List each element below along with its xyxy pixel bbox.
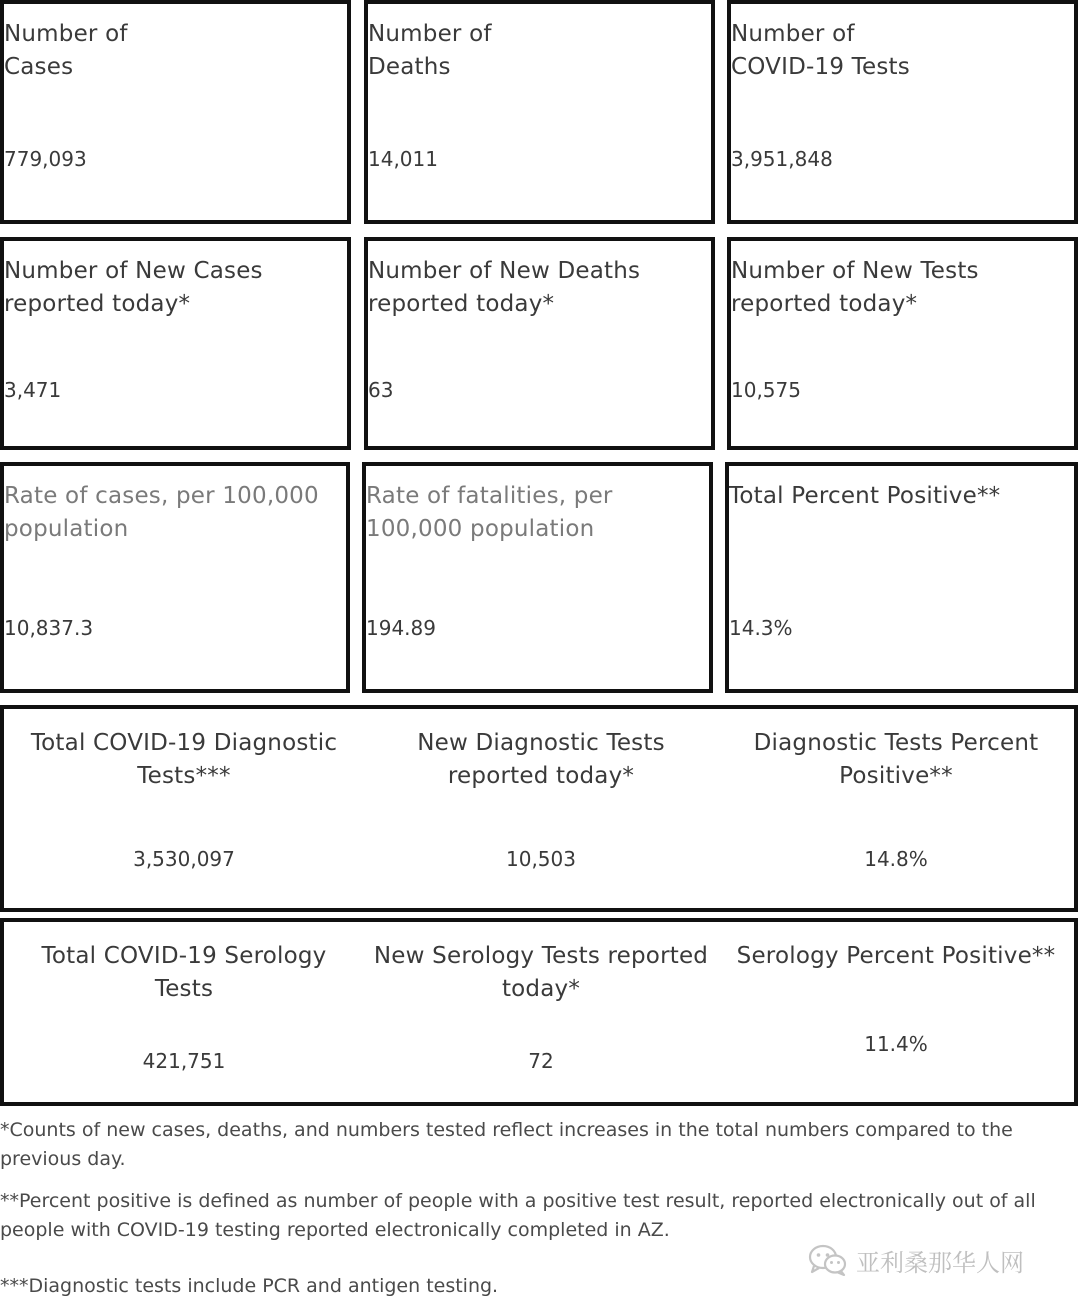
stat-value: 3,471 bbox=[4, 378, 62, 402]
stat-label: Total COVID-19 Serology Tests bbox=[41, 943, 327, 1002]
stat-label: Serology Percent Positive** bbox=[736, 943, 1056, 969]
stat-value: 194.89 bbox=[366, 616, 436, 640]
footnote-percent-positive: **Percent positive is defined as number of people with a positive test result, reported electronically out of all people with COVID-19 testing reported electronically completed in AZ. bbox=[0, 1190, 1036, 1241]
stat-box-new-tests bbox=[727, 237, 1078, 450]
stat-label: Total COVID-19 Diagnostic Tests*** bbox=[30, 730, 338, 789]
stat-box-deaths bbox=[364, 0, 715, 224]
stat-box-new-deaths bbox=[364, 237, 715, 450]
stat-label: Diagnostic Tests Percent Positive** bbox=[753, 730, 1039, 789]
stat-label: New Serology Tests reported today* bbox=[373, 943, 709, 1002]
stat-box-serology bbox=[0, 918, 1078, 1106]
stat-label: Rate of cases, per 100,000 population bbox=[4, 483, 319, 542]
watermark-text: 亚利桑那华人网 bbox=[856, 1248, 1024, 1277]
stat-value: 10,837.3 bbox=[4, 616, 94, 640]
stat-box-tests bbox=[727, 0, 1078, 224]
stat-label: Rate of fatalities, per 100,000 population bbox=[366, 483, 613, 542]
stat-label: New Diagnostic Tests reported today* bbox=[417, 730, 665, 789]
stat-value: 421,751 bbox=[142, 1049, 226, 1073]
stat-box-total-percent-positive bbox=[725, 462, 1078, 693]
diagnostic-percent-cell bbox=[716, 709, 1076, 909]
stat-value: 72 bbox=[528, 1049, 554, 1073]
stat-value: 3,530,097 bbox=[133, 847, 235, 871]
serology-percent-cell bbox=[716, 922, 1076, 1102]
watermark bbox=[808, 1240, 1024, 1280]
diagnostic-new-cell bbox=[361, 709, 721, 909]
stat-value: 63 bbox=[368, 378, 394, 402]
stat-value: 11.4% bbox=[864, 1032, 928, 1056]
stat-label: Number of New Cases reported today* bbox=[4, 258, 263, 317]
stat-label: Number of Deaths bbox=[368, 21, 492, 80]
stat-box-case-rate bbox=[0, 462, 350, 693]
stat-label: Number of New Tests reported today* bbox=[731, 258, 979, 317]
serology-total-cell bbox=[4, 922, 364, 1102]
serology-new-cell bbox=[361, 922, 721, 1102]
stat-value: 3,951,848 bbox=[731, 147, 833, 171]
stat-label: Number of COVID-19 Tests bbox=[731, 21, 910, 80]
diagnostic-total-cell bbox=[4, 709, 364, 909]
stat-value: 14.8% bbox=[864, 847, 928, 871]
stat-label: Total Percent Positive** bbox=[729, 483, 1001, 509]
stat-value: 779,093 bbox=[4, 147, 87, 171]
footnote-diagnostic: ***Diagnostic tests include PCR and antigen testing. bbox=[0, 1275, 499, 1297]
stat-label: Number of Cases bbox=[4, 21, 128, 80]
wechat-icon bbox=[808, 1244, 848, 1276]
footnote-new-counts: *Counts of new cases, deaths, and numbers tested reflect increases in the total numbers compared to the previous day. bbox=[0, 1119, 1013, 1170]
stat-label: Number of New Deaths reported today* bbox=[368, 258, 641, 317]
stat-box-diagnostic bbox=[0, 705, 1078, 912]
stat-box-cases bbox=[0, 0, 351, 224]
stat-value: 10,575 bbox=[731, 378, 801, 402]
stat-box-new-cases bbox=[0, 237, 351, 450]
stat-value: 14.3% bbox=[729, 616, 793, 640]
stat-value: 10,503 bbox=[506, 847, 576, 871]
stat-box-fatality-rate bbox=[362, 462, 713, 693]
stat-value: 14,011 bbox=[368, 147, 438, 171]
